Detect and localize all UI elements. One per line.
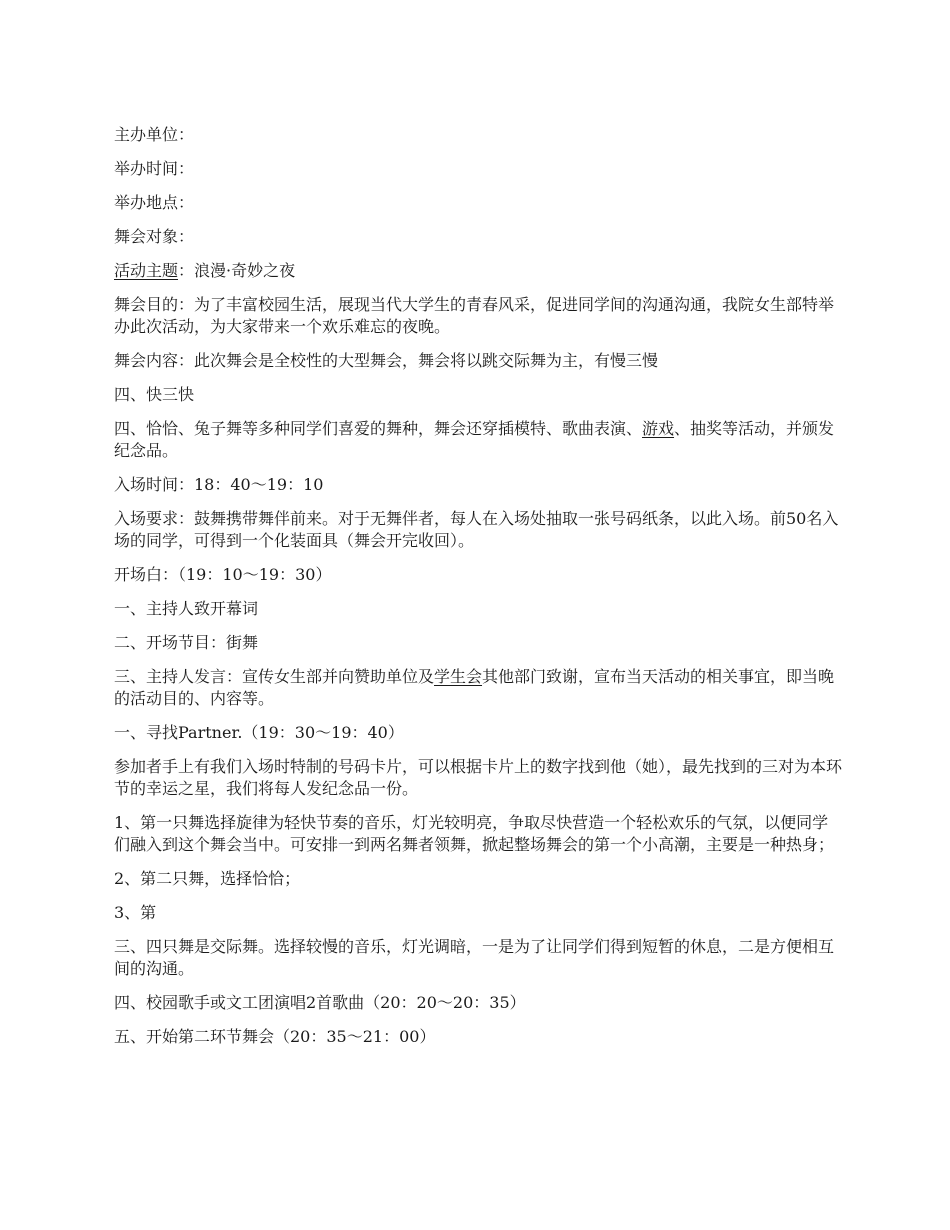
entry-requirements-paragraph: 入场要求：鼓舞携带舞伴前来。对于无舞伴者，每人在入场处抽取一张号码纸条，以此入场。前50名入场的同学，可得到一个化装面具（舞会开完收回）。 (114, 509, 839, 550)
step-3-text-before: 三、主持人发言：宣传女生部并向赞助单位及 (114, 667, 435, 686)
purpose-paragraph: 舞会目的：为了丰富校园生活，展现当代大学生的青春风采，促进同学间的沟通沟通，我院女生部特举办此次活动，为大家带来一个欢乐难忘的夜晚。 (114, 295, 835, 336)
organizer-line: 主办单位： (114, 125, 195, 144)
theme-value: ：浪漫·奇妙之夜 (178, 261, 296, 280)
opening-line: 开场白：（19：10～19：30） (114, 565, 332, 584)
step-3-paragraph (114, 666, 842, 710)
dances-text-before: 四、恰恰、兔子舞等多种同学们喜爱的舞种，舞会还穿插模特、歌曲表演、 (114, 419, 643, 438)
place-line: 举办地点： (114, 193, 195, 212)
games-link[interactable]: 游戏 (642, 419, 675, 438)
dance-1-paragraph: 1、第一只舞选择旋律为轻快节奏的音乐，灯光较明亮，争取尽快营造一个轻松欢乐的气氛，以便同学们融入到这个舞会当中。可安排一到两名舞者领舞，掀起整场舞会的第一个小高潮，主要是一种热身； (114, 813, 835, 854)
dance-3-4-paragraph: 三、四只舞是交际舞。选择较慢的音乐，灯光调暗，一是为了让同学们得到短暂的休息，二是方便相互间的沟通。 (114, 937, 835, 978)
dance-3-line: 3、第 (114, 903, 157, 922)
audience-line: 舞会对象： (114, 227, 195, 246)
dances-paragraph (114, 418, 842, 462)
theme-line (114, 260, 842, 282)
second-session-line: 五、开始第二环节舞会（20：35～21：00） (114, 1027, 436, 1046)
step-3-text-after: 其他部门致谢，宣布当天活动的相关事宜，即当晚的活动目的、内容等。 (114, 667, 835, 708)
document-page (114, 124, 842, 1060)
dance-2-line: 2、第二只舞，选择恰恰； (114, 869, 301, 888)
songs-line: 四、校园歌手或文工团演唱2首歌曲（20：20～20：35） (114, 993, 526, 1012)
content-paragraph: 舞会内容：此次舞会是全校性的大型舞会，舞会将以跳交际舞为主，有慢三慢 (114, 351, 659, 370)
dances-text-after: 、抽奖等活动，并颁发纪念品。 (114, 419, 835, 460)
partner-description-paragraph: 参加者手上有我们入场时特制的号码卡片，可以根据卡片上的数字找到他（她），最先找到的三对为本环节的幸运之星，我们将每人发纪念品一份。 (114, 757, 843, 798)
entry-time-line: 入场时间：18：40～19：10 (114, 475, 324, 494)
theme-label: 活动主题 (114, 261, 179, 280)
time-line: 举办时间： (114, 159, 195, 178)
fast-three-line: 四、快三快 (114, 385, 195, 404)
student-union-link[interactable]: 学生会 (434, 667, 483, 686)
step-2-line: 二、开场节目：街舞 (114, 633, 259, 652)
step-1-line: 一、主持人致开幕词 (114, 599, 259, 618)
find-partner-line: 一、寻找Partner.（19：30～19：40） (114, 723, 404, 742)
